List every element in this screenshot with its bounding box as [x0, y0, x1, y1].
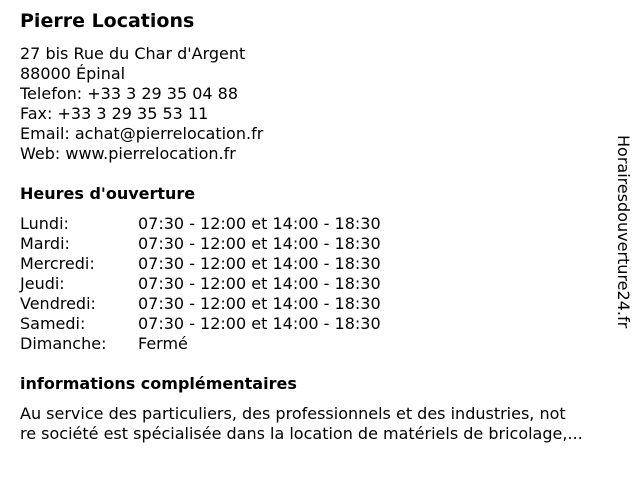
business-name: Pierre Locations — [20, 10, 195, 32]
hours-table — [20, 214, 381, 354]
hours-row — [20, 314, 381, 334]
fax-line: Fax: +33 3 29 35 53 11 — [20, 104, 209, 123]
day-label: Mardi: — [20, 234, 70, 253]
info-description — [20, 404, 632, 444]
info-line-1: Au service des particuliers, des professionnels et des industries, not — [20, 404, 566, 423]
hours-row — [20, 254, 381, 274]
day-hours: 07:30 - 12:00 et 14:00 - 18:30 — [138, 214, 381, 233]
day-label: Dimanche: — [20, 334, 107, 353]
contact-block — [20, 44, 263, 164]
day-hours: 07:30 - 12:00 et 14:00 - 18:30 — [138, 234, 381, 253]
day-label: Samedi: — [20, 314, 86, 333]
info-heading: informations complémentaires — [20, 374, 297, 393]
address-line-2: 88000 Épinal — [20, 64, 126, 83]
hours-row — [20, 234, 381, 254]
web-line: Web: www.pierrelocation.fr — [20, 144, 236, 163]
info-line-2: re société est spécialisée dans la location de matériels de bricolage,... — [20, 424, 583, 443]
hours-heading: Heures d'ouverture — [20, 184, 196, 203]
hours-row — [20, 334, 381, 354]
site-watermark: Horairesdouverture24.fr — [614, 135, 633, 329]
day-hours: 07:30 - 12:00 et 14:00 - 18:30 — [138, 314, 381, 333]
address-line-1: 27 bis Rue du Char d'Argent — [20, 44, 246, 63]
hours-row — [20, 294, 381, 314]
day-label: Vendredi: — [20, 294, 96, 313]
email-line: Email: achat@pierrelocation.fr — [20, 124, 264, 143]
hours-row — [20, 214, 381, 234]
day-label: Jeudi: — [20, 274, 65, 293]
day-hours: 07:30 - 12:00 et 14:00 - 18:30 — [138, 274, 381, 293]
day-label: Mercredi: — [20, 254, 95, 273]
day-hours: 07:30 - 12:00 et 14:00 - 18:30 — [138, 294, 381, 313]
hours-row — [20, 274, 381, 294]
day-label: Lundi: — [20, 214, 69, 233]
day-hours: Fermé — [138, 334, 188, 353]
phone-line: Telefon: +33 3 29 35 04 88 — [20, 84, 239, 103]
day-hours: 07:30 - 12:00 et 14:00 - 18:30 — [138, 254, 381, 273]
